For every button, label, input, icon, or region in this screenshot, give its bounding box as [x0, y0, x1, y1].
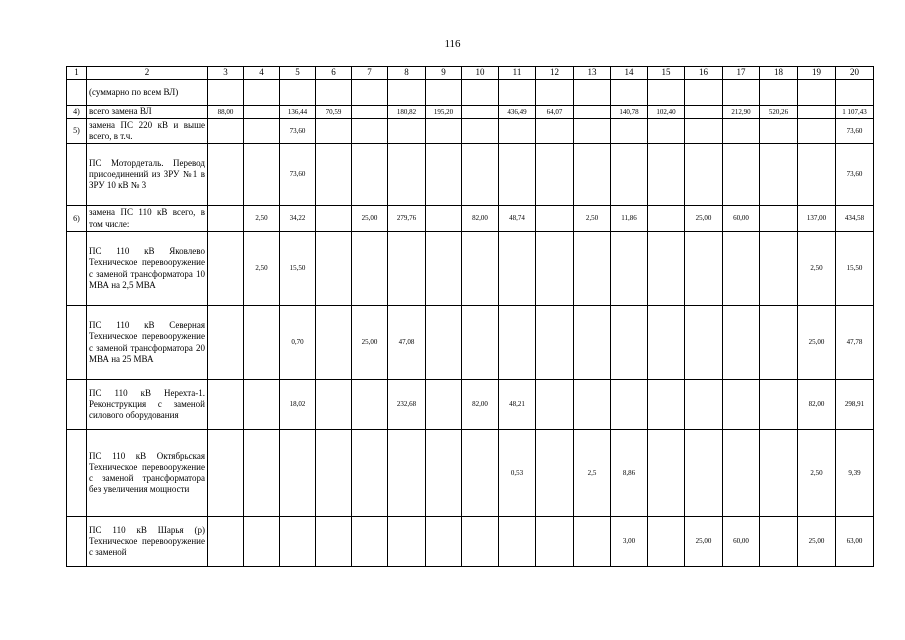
- value-cell: [798, 106, 836, 119]
- value-cell: [574, 517, 611, 567]
- table-row: [67, 430, 874, 517]
- value-cell: [760, 232, 798, 306]
- row-section-number: 4): [67, 106, 87, 119]
- value-cell: 48,74: [499, 206, 536, 232]
- value-cell: [760, 517, 798, 567]
- value-cell: [536, 119, 574, 144]
- value-cell: [208, 119, 244, 144]
- value-cell: [648, 206, 685, 232]
- column-header: 14: [611, 67, 648, 80]
- value-cell: [208, 380, 244, 430]
- row-description: всего замена ВЛ: [87, 106, 208, 119]
- value-cell: 137,00: [798, 206, 836, 232]
- value-cell: [208, 206, 244, 232]
- value-cell: [280, 80, 316, 106]
- value-cell: [462, 106, 499, 119]
- table-row: [67, 80, 874, 106]
- value-cell: 25,00: [685, 517, 723, 567]
- value-cell: [352, 106, 388, 119]
- value-cell: [685, 80, 723, 106]
- value-cell: [426, 380, 462, 430]
- value-cell: 2,50: [244, 232, 280, 306]
- value-cell: 73,60: [836, 144, 874, 206]
- value-cell: [244, 306, 280, 380]
- row-description: (суммарно по всем ВЛ): [87, 80, 208, 106]
- value-cell: [352, 380, 388, 430]
- value-cell: 25,00: [685, 206, 723, 232]
- value-cell: [611, 144, 648, 206]
- value-cell: [760, 430, 798, 517]
- value-cell: 82,00: [798, 380, 836, 430]
- value-cell: [388, 232, 426, 306]
- value-cell: [280, 517, 316, 567]
- column-header: 4: [244, 67, 280, 80]
- value-cell: [499, 144, 536, 206]
- value-cell: 48,21: [499, 380, 536, 430]
- value-cell: 195,20: [426, 106, 462, 119]
- row-description: ПС 110 кВ Нерехта-1. Реконструкция с заменой силового оборудования: [87, 380, 208, 430]
- value-cell: [536, 206, 574, 232]
- value-cell: [611, 306, 648, 380]
- value-cell: 232,68: [388, 380, 426, 430]
- value-cell: [536, 306, 574, 380]
- value-cell: [426, 306, 462, 380]
- value-cell: [426, 232, 462, 306]
- value-cell: [536, 380, 574, 430]
- value-cell: [685, 119, 723, 144]
- row-description: замена ПС 110 кВ всего, в том числе:: [87, 206, 208, 232]
- row-description: ПС 110 кВ Шарья (р) Техническое перевооружение с заменой: [87, 517, 208, 567]
- value-cell: [685, 430, 723, 517]
- value-cell: [244, 517, 280, 567]
- data-table: [66, 66, 874, 567]
- table-row: [67, 517, 874, 567]
- value-cell: 18,02: [280, 380, 316, 430]
- column-header: 6: [316, 67, 352, 80]
- value-cell: [244, 430, 280, 517]
- value-cell: [426, 517, 462, 567]
- value-cell: [760, 80, 798, 106]
- value-cell: [723, 430, 760, 517]
- value-cell: [426, 430, 462, 517]
- value-cell: [723, 144, 760, 206]
- value-cell: [648, 232, 685, 306]
- value-cell: [462, 144, 499, 206]
- row-section-number: 6): [67, 206, 87, 232]
- value-cell: [388, 80, 426, 106]
- column-header: 18: [760, 67, 798, 80]
- value-cell: 3,00: [611, 517, 648, 567]
- value-cell: [462, 119, 499, 144]
- value-cell: [208, 306, 244, 380]
- column-header: 20: [836, 67, 874, 80]
- value-cell: [462, 306, 499, 380]
- value-cell: [388, 144, 426, 206]
- column-header: 13: [574, 67, 611, 80]
- value-cell: 63,00: [836, 517, 874, 567]
- header-row: [67, 67, 874, 80]
- value-cell: [685, 306, 723, 380]
- value-cell: [208, 517, 244, 567]
- value-cell: 520,26: [760, 106, 798, 119]
- value-cell: [426, 119, 462, 144]
- column-header: 10: [462, 67, 499, 80]
- row-section-number: [67, 232, 87, 306]
- value-cell: 64,07: [536, 106, 574, 119]
- value-cell: [244, 144, 280, 206]
- row-section-number: [67, 380, 87, 430]
- value-cell: 298,91: [836, 380, 874, 430]
- column-header: 19: [798, 67, 836, 80]
- value-cell: 73,60: [280, 119, 316, 144]
- value-cell: [244, 106, 280, 119]
- value-cell: [648, 306, 685, 380]
- value-cell: [798, 119, 836, 144]
- value-cell: [426, 80, 462, 106]
- column-header: 17: [723, 67, 760, 80]
- value-cell: 2,50: [798, 430, 836, 517]
- value-cell: 47,08: [388, 306, 426, 380]
- value-cell: [760, 206, 798, 232]
- value-cell: [574, 380, 611, 430]
- value-cell: [611, 232, 648, 306]
- value-cell: [316, 232, 352, 306]
- value-cell: [648, 80, 685, 106]
- value-cell: [388, 517, 426, 567]
- value-cell: 2,5: [574, 430, 611, 517]
- value-cell: 140,78: [611, 106, 648, 119]
- value-cell: [499, 119, 536, 144]
- value-cell: [462, 232, 499, 306]
- value-cell: 434,58: [836, 206, 874, 232]
- row-section-number: [67, 517, 87, 567]
- page-number: 116: [444, 38, 461, 50]
- value-cell: [316, 206, 352, 232]
- value-cell: [208, 80, 244, 106]
- value-cell: [316, 119, 352, 144]
- value-cell: [723, 232, 760, 306]
- value-cell: 25,00: [798, 517, 836, 567]
- value-cell: [316, 144, 352, 206]
- table-row: [67, 144, 874, 206]
- value-cell: [244, 119, 280, 144]
- value-cell: [426, 206, 462, 232]
- value-cell: 0,70: [280, 306, 316, 380]
- column-header: 2: [87, 67, 208, 80]
- value-cell: [352, 232, 388, 306]
- value-cell: [836, 80, 874, 106]
- table-row: [67, 119, 874, 144]
- value-cell: [685, 106, 723, 119]
- value-cell: 25,00: [352, 206, 388, 232]
- value-cell: [462, 517, 499, 567]
- table-row: [67, 380, 874, 430]
- value-cell: [648, 430, 685, 517]
- value-cell: [723, 80, 760, 106]
- value-cell: 0,53: [499, 430, 536, 517]
- value-cell: [388, 119, 426, 144]
- value-cell: 60,00: [723, 206, 760, 232]
- table-row: [67, 306, 874, 380]
- table-row: [67, 206, 874, 232]
- value-cell: [760, 306, 798, 380]
- value-cell: 11,86: [611, 206, 648, 232]
- value-cell: [426, 144, 462, 206]
- value-cell: [760, 380, 798, 430]
- value-cell: 82,00: [462, 206, 499, 232]
- table-row: [67, 232, 874, 306]
- column-header: 7: [352, 67, 388, 80]
- value-cell: 73,60: [836, 119, 874, 144]
- value-cell: [798, 80, 836, 106]
- value-cell: 60,00: [723, 517, 760, 567]
- value-cell: [536, 232, 574, 306]
- value-cell: [499, 517, 536, 567]
- value-cell: 15,50: [836, 232, 874, 306]
- value-cell: 2,50: [798, 232, 836, 306]
- value-cell: [648, 517, 685, 567]
- value-cell: 88,00: [208, 106, 244, 119]
- value-cell: [574, 106, 611, 119]
- column-header: 3: [208, 67, 244, 80]
- value-cell: [574, 306, 611, 380]
- value-cell: [536, 430, 574, 517]
- value-cell: [536, 144, 574, 206]
- column-header: 5: [280, 67, 316, 80]
- row-description: замена ПС 220 кВ и выше всего, в т.ч.: [87, 119, 208, 144]
- value-cell: [611, 119, 648, 144]
- value-cell: 8,86: [611, 430, 648, 517]
- value-cell: 25,00: [352, 306, 388, 380]
- value-cell: [208, 232, 244, 306]
- value-cell: [316, 430, 352, 517]
- value-cell: [798, 144, 836, 206]
- value-cell: [760, 144, 798, 206]
- value-cell: [352, 430, 388, 517]
- value-cell: [462, 80, 499, 106]
- column-header: 8: [388, 67, 426, 80]
- value-cell: 9,39: [836, 430, 874, 517]
- value-cell: [648, 144, 685, 206]
- value-cell: [723, 119, 760, 144]
- value-cell: 15,50: [280, 232, 316, 306]
- value-cell: [685, 380, 723, 430]
- value-cell: [574, 144, 611, 206]
- value-cell: [574, 80, 611, 106]
- value-cell: [499, 80, 536, 106]
- value-cell: [611, 380, 648, 430]
- value-cell: 279,76: [388, 206, 426, 232]
- value-cell: [685, 144, 723, 206]
- value-cell: 136,44: [280, 106, 316, 119]
- row-section-number: [67, 430, 87, 517]
- value-cell: 2,50: [244, 206, 280, 232]
- value-cell: [462, 430, 499, 517]
- row-description: ПС Мотордеталь. Перевод присоединений из ЗРУ №1 в ЗРУ 10 кВ № 3: [87, 144, 208, 206]
- row-section-number: [67, 306, 87, 380]
- value-cell: [648, 119, 685, 144]
- value-cell: [723, 380, 760, 430]
- value-cell: 436,49: [499, 106, 536, 119]
- value-cell: [723, 306, 760, 380]
- value-cell: 73,60: [280, 144, 316, 206]
- row-section-number: [67, 144, 87, 206]
- value-cell: 34,22: [280, 206, 316, 232]
- value-cell: [574, 119, 611, 144]
- table-body: [67, 67, 874, 567]
- column-header: 9: [426, 67, 462, 80]
- value-cell: [244, 380, 280, 430]
- column-header: 15: [648, 67, 685, 80]
- column-header: 11: [499, 67, 536, 80]
- value-cell: 82,00: [462, 380, 499, 430]
- value-cell: [352, 119, 388, 144]
- row-section-number: [67, 80, 87, 106]
- value-cell: [648, 380, 685, 430]
- value-cell: 1 107,43: [836, 106, 874, 119]
- value-cell: [388, 430, 426, 517]
- column-header: 16: [685, 67, 723, 80]
- value-cell: 2,50: [574, 206, 611, 232]
- value-cell: [536, 80, 574, 106]
- value-cell: [316, 517, 352, 567]
- value-cell: [760, 119, 798, 144]
- value-cell: [352, 144, 388, 206]
- value-cell: [316, 380, 352, 430]
- value-cell: [280, 430, 316, 517]
- row-description: ПС 110 кВ Октябрьская Техническое перевооружение с заменой трансформатора без увеличения мощности: [87, 430, 208, 517]
- value-cell: [352, 517, 388, 567]
- row-description: ПС 110 кВ Яковлево Техническое перевооружение с заменой трансформатора 10 МВА на 2,5 МВА: [87, 232, 208, 306]
- column-header: 1: [67, 67, 87, 80]
- value-cell: [316, 306, 352, 380]
- column-header: 12: [536, 67, 574, 80]
- value-cell: [611, 80, 648, 106]
- value-cell: [208, 430, 244, 517]
- row-section-number: 5): [67, 119, 87, 144]
- value-cell: 47,78: [836, 306, 874, 380]
- value-cell: [499, 232, 536, 306]
- value-cell: [352, 80, 388, 106]
- value-cell: [685, 232, 723, 306]
- value-cell: 25,00: [798, 306, 836, 380]
- value-cell: [574, 232, 611, 306]
- value-cell: [536, 517, 574, 567]
- value-cell: 102,40: [648, 106, 685, 119]
- value-cell: 212,90: [723, 106, 760, 119]
- value-cell: 70,59: [316, 106, 352, 119]
- value-cell: [244, 80, 280, 106]
- row-description: ПС 110 кВ Северная Техническое перевооружение с заменой трансформатора 20 МВА на 25 МВА: [87, 306, 208, 380]
- table-row: [67, 106, 874, 119]
- value-cell: 180,82: [388, 106, 426, 119]
- value-cell: [208, 144, 244, 206]
- value-cell: [499, 306, 536, 380]
- value-cell: [316, 80, 352, 106]
